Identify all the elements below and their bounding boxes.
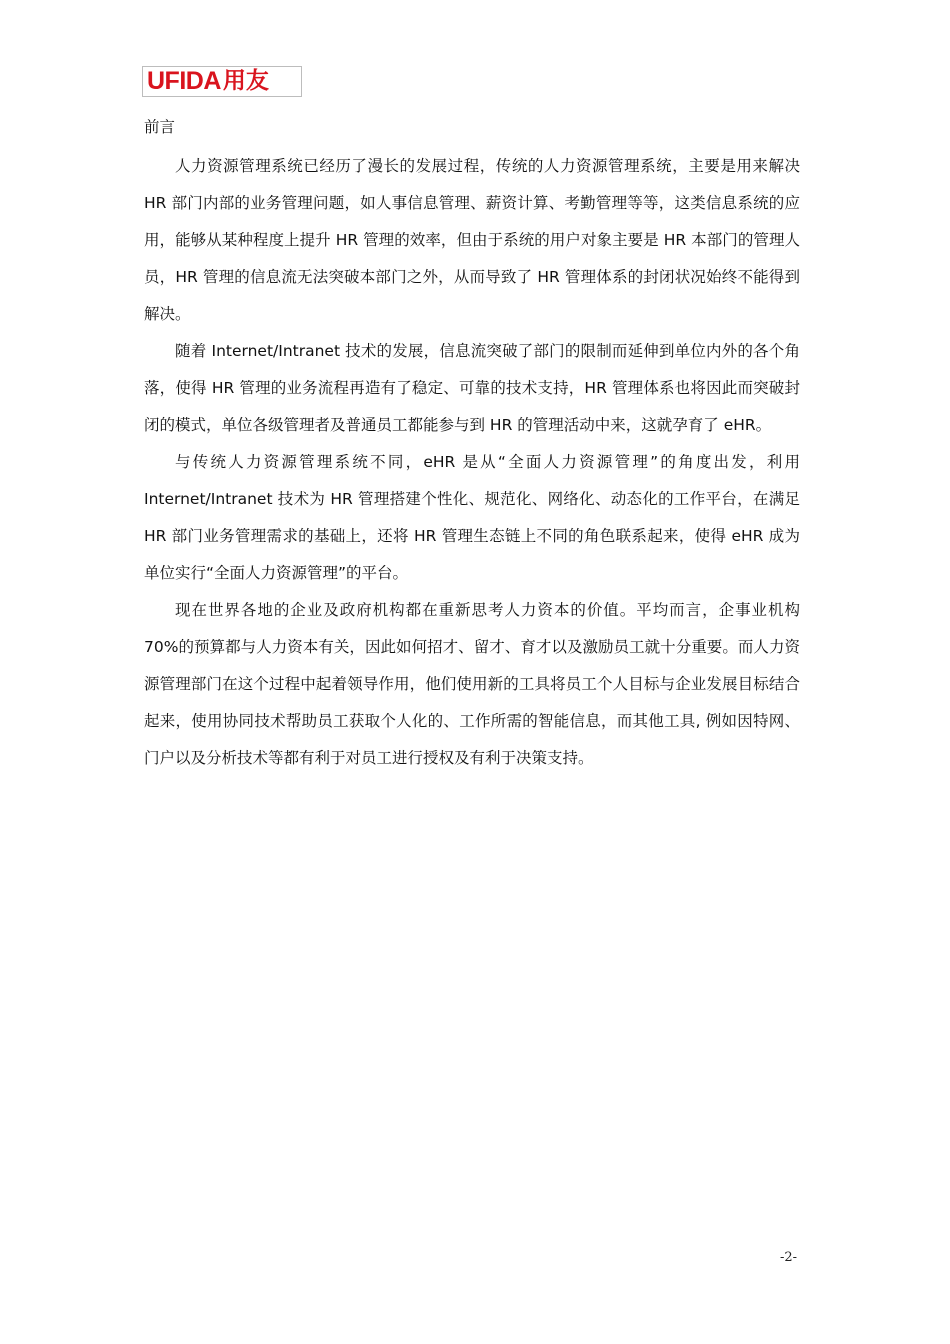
section-heading: 前言 — [144, 118, 176, 136]
page-number: -2- — [780, 1250, 798, 1265]
ufida-logo — [142, 66, 302, 97]
logo-cjk-text: 用友 — [222, 68, 269, 94]
logo-latin-text: UFIDA — [147, 67, 221, 95]
paragraph-3: 与传统人力资源管理系统不同，eHR 是从“全面人力资源管理”的角度出发，利用 Internet/Intranet 技术为 HR 管理搭建个性化、规范化、网络化、动态化的工作平台，在满足 HR 部门业务管理需求的基础上，还将 HR 管理生态链上不同的角色联系起来，使得 eHR 成为单位实行“全面人力资源管理”的平台。 — [144, 453, 800, 582]
document-body — [144, 116, 800, 777]
paragraph-4: 现在世界各地的企业及政府机构都在重新思考人力资本的价值。平均而言，企事业机构 70%的预算都与人力资本有关，因此如何招才、留才、育才以及激励员工就十分重要。而人力资源管理部门在这个过程中起着领导作用，他们使用新的工具将员工个人目标与企业发展目标结合起来，使用协同技术帮助员工获取个人化的、工作所需的智能信息，而其他工具, 例如因特网、门户以及分析技术等都有利于对员工进行授权及有利于决策支持。 — [144, 601, 800, 767]
paragraph-2: 随着 Internet/Intranet 技术的发展，信息流突破了部门的限制而延伸到单位内外的各个角落，使得 HR 管理的业务流程再造有了稳定、可靠的技术支持，HR 管理体系也将因此而突破封闭的模式，单位各级管理者及普通员工都能参与到 HR 的管理活动中来，这就孕育了 eHR。 — [144, 342, 800, 434]
paragraph-1: 人力资源管理系统已经历了漫长的发展过程，传统的人力资源管理系统，主要是用来解决 HR 部门内部的业务管理问题，如人事信息管理、薪资计算、考勤管理等等，这类信息系统的应用，能够从某种程度上提升 HR 管理的效率，但由于系统的用户对象主要是 HR 本部门的管理人员，HR 管理的信息流无法突破本部门之外，从而导致了 HR 管理体系的封闭状况始终不能得到解决。 — [144, 157, 800, 323]
